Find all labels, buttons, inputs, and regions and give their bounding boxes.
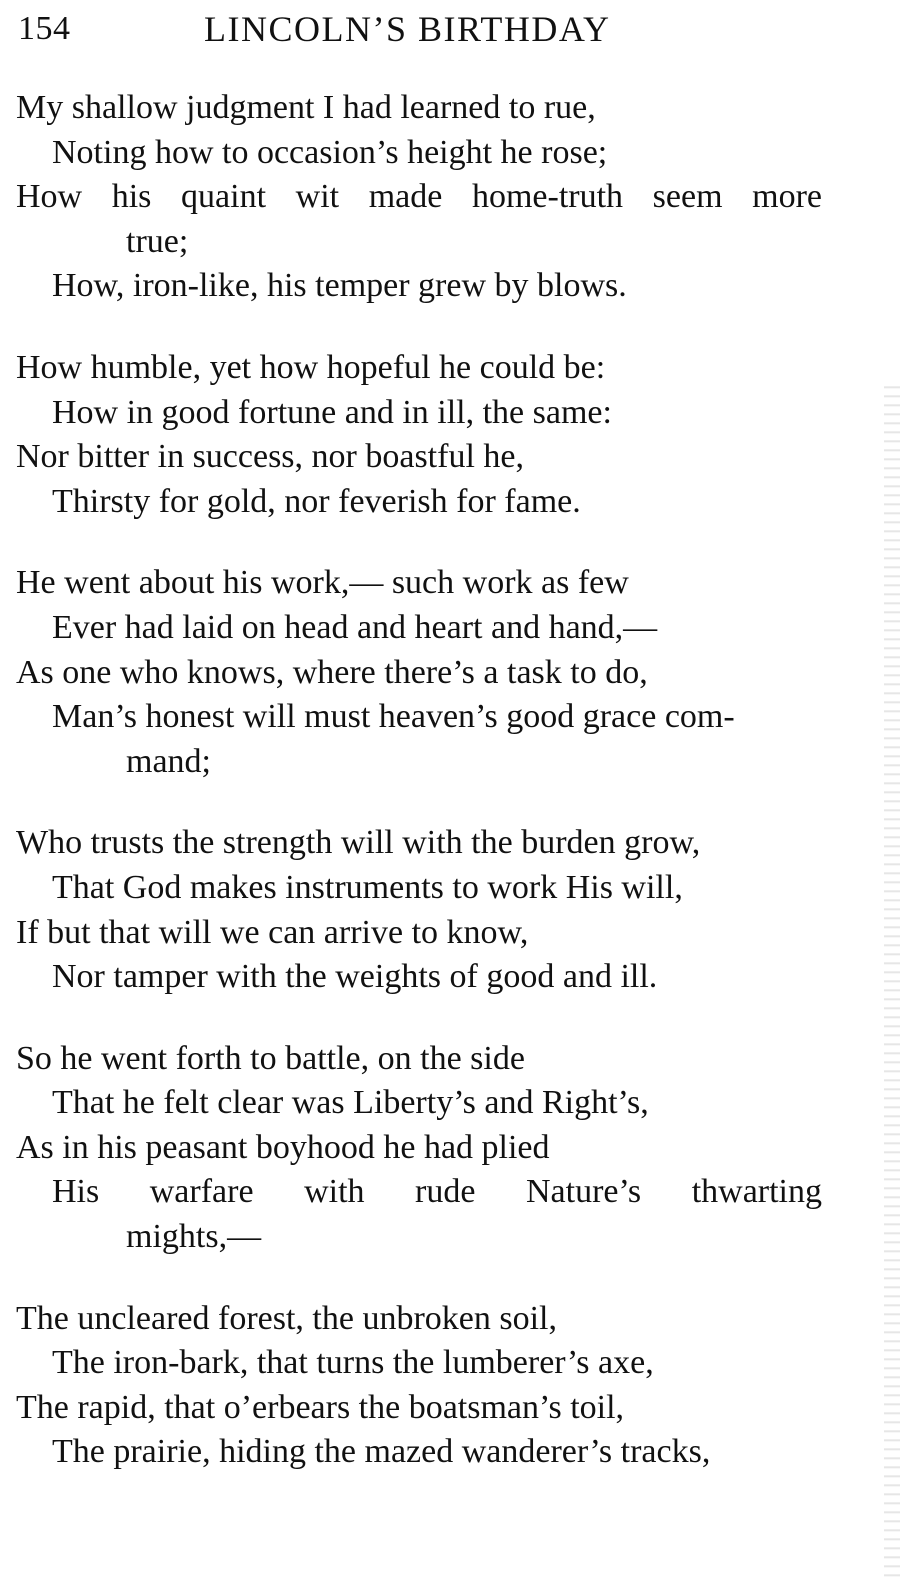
poem-line: The prairie, hiding the mazed wanderer’s tracks, bbox=[52, 1433, 711, 1471]
poem-line-continuation: mights,— bbox=[126, 1218, 262, 1256]
stanza-2 bbox=[0, 346, 870, 524]
poem-line-continuation: true; bbox=[126, 222, 189, 260]
poem-line: He went about his work,— such work as few bbox=[16, 564, 629, 602]
poem-line: Noting how to occasion’s height he rose; bbox=[52, 133, 608, 171]
poem-line: Who trusts the strength will with the burden grow, bbox=[16, 824, 701, 862]
poem-line: Nor bitter in success, nor boastful he, bbox=[16, 438, 524, 476]
poem-line: How, iron-like, his temper grew by blows. bbox=[52, 267, 627, 305]
running-title: LINCOLN’S BIRTHDAY bbox=[204, 9, 611, 49]
poem-line: The iron-bark, that turns the lumberer’s axe, bbox=[52, 1344, 654, 1382]
poem-line: As in his peasant boyhood he had plied bbox=[16, 1128, 550, 1166]
stanza-5 bbox=[0, 1037, 870, 1260]
poem-line: My shallow judgment I had learned to rue, bbox=[16, 89, 596, 126]
poem-line-continuation: mand; bbox=[126, 742, 211, 780]
poem-line: Man’s honest will must heaven’s good grace com- bbox=[52, 698, 735, 736]
poem bbox=[0, 86, 870, 1512]
stanza-6 bbox=[0, 1297, 870, 1475]
stanza-4 bbox=[0, 821, 870, 999]
poem-line: If but that will we can arrive to know, bbox=[16, 913, 529, 951]
poem-line: How humble, yet how hopeful he could be: bbox=[16, 348, 606, 386]
poem-line: How his quaint wit made home-truth seem more bbox=[16, 178, 822, 216]
poem-line: That he felt clear was Liberty’s and Right’s, bbox=[52, 1084, 649, 1122]
stanza-3 bbox=[0, 561, 870, 784]
scan-edge-noise bbox=[884, 380, 900, 1580]
page-number: 154 bbox=[18, 10, 71, 47]
poem-line: Ever had laid on head and heart and hand,— bbox=[52, 608, 658, 646]
poem-line: So he went forth to battle, on the side bbox=[16, 1039, 525, 1077]
poem-line: How in good fortune and in ill, the same: bbox=[52, 393, 612, 431]
poem-line: Thirsty for gold, nor feverish for fame. bbox=[52, 482, 581, 520]
poem-line: The rapid, that o’erbears the boatsman’s toil, bbox=[16, 1388, 625, 1426]
poem-line: His warfare with rude Nature’s thwarting bbox=[52, 1173, 822, 1211]
poem-line: Nor tamper with the weights of good and ill. bbox=[52, 958, 658, 996]
running-head bbox=[18, 4, 860, 54]
poem-line: That God makes instruments to work His will, bbox=[52, 868, 683, 906]
poem-line: As one who knows, where there’s a task to do, bbox=[16, 653, 648, 691]
stanza-1 bbox=[0, 86, 870, 309]
poem-line: The uncleared forest, the unbroken soil, bbox=[16, 1299, 557, 1337]
